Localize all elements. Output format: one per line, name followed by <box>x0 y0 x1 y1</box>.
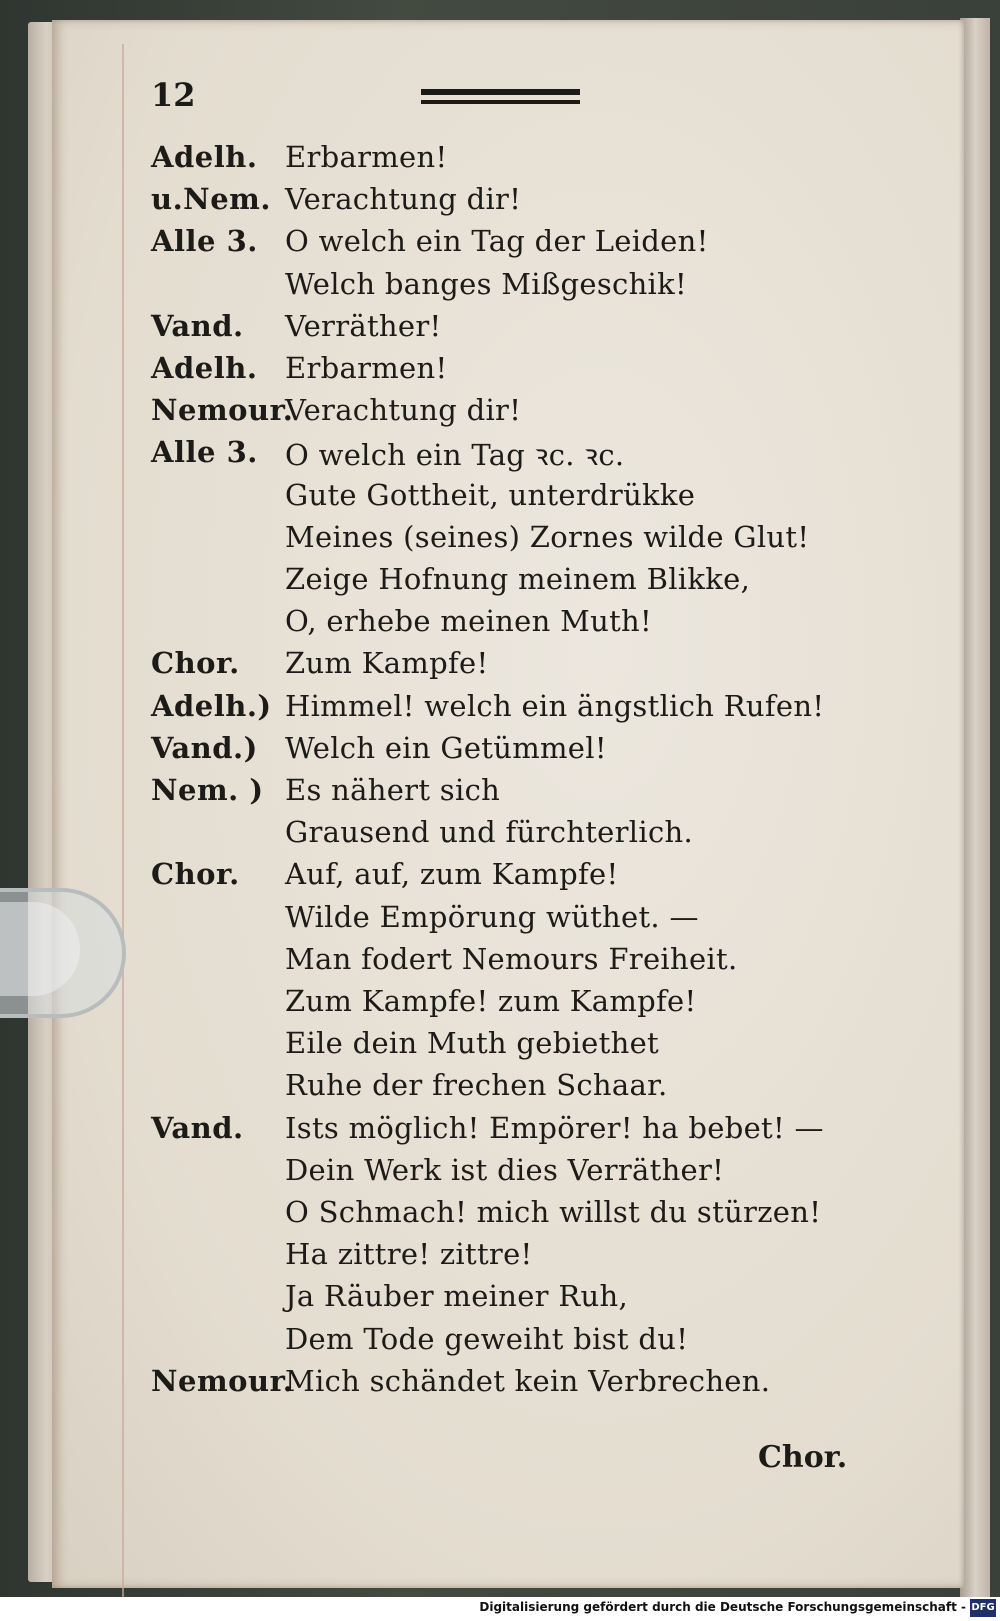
dialogue-line <box>0 773 1000 813</box>
verse-text: Dem Tode geweiht bist du! <box>285 1322 689 1356</box>
speaker-label: Nemour. <box>151 1364 294 1398</box>
verse-text: Zum Kampfe! <box>285 646 489 680</box>
verse-text: Man fodert Nemours Freiheit. <box>285 942 738 976</box>
dialogue-line <box>0 857 1000 897</box>
dialogue-line <box>0 942 1000 982</box>
speaker-label: Adelh. <box>151 351 258 385</box>
dialogue-line <box>0 1322 1000 1362</box>
verse-text: Ruhe der frechen Schaar. <box>285 1068 668 1102</box>
header-rule <box>421 100 580 104</box>
header-rule <box>421 89 580 95</box>
dialogue-line <box>0 1111 1000 1151</box>
dialogue-line <box>0 646 1000 686</box>
verse-text: Ja Räuber meiner Ruh, <box>285 1279 628 1313</box>
verse-text: Wilde Empörung wüthet. — <box>285 900 699 934</box>
dialogue-line <box>0 267 1000 307</box>
dfg-logo: DFG <box>970 1599 996 1617</box>
speaker-label: Vand. <box>151 1111 244 1145</box>
dialogue-line <box>0 1153 1000 1193</box>
speaker-label: Nemour. <box>151 393 294 427</box>
speaker-label: Chor. <box>151 857 240 891</box>
dialogue-line <box>0 351 1000 391</box>
verse-text: Dein Werk ist dies Verräther! <box>285 1153 725 1187</box>
speaker-label: Adelh. <box>151 140 258 174</box>
dialogue-line <box>0 900 1000 940</box>
dialogue-line <box>0 393 1000 433</box>
dialogue-line <box>0 140 1000 180</box>
dialogue-line <box>0 1068 1000 1108</box>
verse-text: Grausend und fürchterlich. <box>285 815 693 849</box>
verse-text: Gute Gottheit, unterdrükke <box>285 478 696 512</box>
dialogue-line <box>0 309 1000 349</box>
speaker-label: Vand.) <box>151 731 258 765</box>
speaker-label: Nem. ) <box>151 773 264 807</box>
verse-text: Ists möglich! Empörer! ha bebet! — <box>285 1111 824 1145</box>
paper-clip-inner <box>0 902 80 996</box>
verse-text: Mich schändet kein Verbrechen. <box>285 1364 771 1398</box>
verse-text: Erbarmen! <box>285 140 448 174</box>
verse-text: Zeige Hofnung meinem Blikke, <box>285 562 751 596</box>
dialogue-line <box>0 182 1000 222</box>
dialogue-line <box>0 731 1000 771</box>
speaker-label: u.Nem. <box>151 182 271 216</box>
verse-text: Auf, auf, zum Kampfe! <box>285 857 619 891</box>
verse-text: O Schmach! mich willst du stürzen! <box>285 1195 822 1229</box>
dialogue-line <box>0 520 1000 560</box>
footer-credit: Digitalisierung gefördert durch die Deutsche Forschungsgemeinschaft - <box>479 1600 966 1614</box>
verse-text: O welch ein Tag ꝛc. ꝛc. <box>285 438 625 472</box>
verse-text: Welch banges Mißgeschik! <box>285 267 687 301</box>
verse-text: Welch ein Getümmel! <box>285 731 607 765</box>
verse-text: O welch ein Tag der Leiden! <box>285 224 709 258</box>
dialogue-line <box>0 984 1000 1024</box>
speaker-label: Vand. <box>151 309 244 343</box>
verse-text: Verräther! <box>285 309 442 343</box>
verse-text: Erbarmen! <box>285 351 448 385</box>
verse-text: O, erhebe meinen Muth! <box>285 604 652 638</box>
speaker-label: Alle 3. <box>151 224 258 258</box>
dialogue-line <box>0 562 1000 602</box>
paper-clip <box>0 888 126 1018</box>
verse-text: Himmel! welch ein ängstlich Rufen! <box>285 689 825 723</box>
verse-text: Es nähert sich <box>285 773 501 807</box>
dialogue-line <box>0 1026 1000 1066</box>
verse-text: Zum Kampfe! zum Kampfe! <box>285 984 697 1018</box>
speaker-label: Adelh.) <box>151 689 272 723</box>
speaker-label: Alle 3. <box>151 435 258 469</box>
speaker-label: Chor. <box>151 646 240 680</box>
footer-bar <box>0 1597 1000 1621</box>
verse-text: Meines (seines) Zornes wilde Glut! <box>285 520 810 554</box>
dialogue-line <box>0 435 1000 475</box>
dialogue-line <box>0 1364 1000 1404</box>
dialogue-line <box>0 1195 1000 1235</box>
verse-text: Eile dein Muth gebiethet <box>285 1026 659 1060</box>
dialogue-line <box>0 815 1000 855</box>
dialogue-line <box>0 1279 1000 1319</box>
dialogue-line <box>0 604 1000 644</box>
dialogue-line <box>0 689 1000 729</box>
page-number: 12 <box>151 76 196 114</box>
verse-text: Ha zittre! zittre! <box>285 1237 533 1271</box>
verse-text: Verachtung dir! <box>285 393 522 427</box>
dialogue-line <box>0 224 1000 264</box>
verse-text: Verachtung dir! <box>285 182 522 216</box>
catchword: Chor. <box>758 1440 848 1475</box>
dialogue-line <box>0 478 1000 518</box>
dialogue-line <box>0 1237 1000 1277</box>
